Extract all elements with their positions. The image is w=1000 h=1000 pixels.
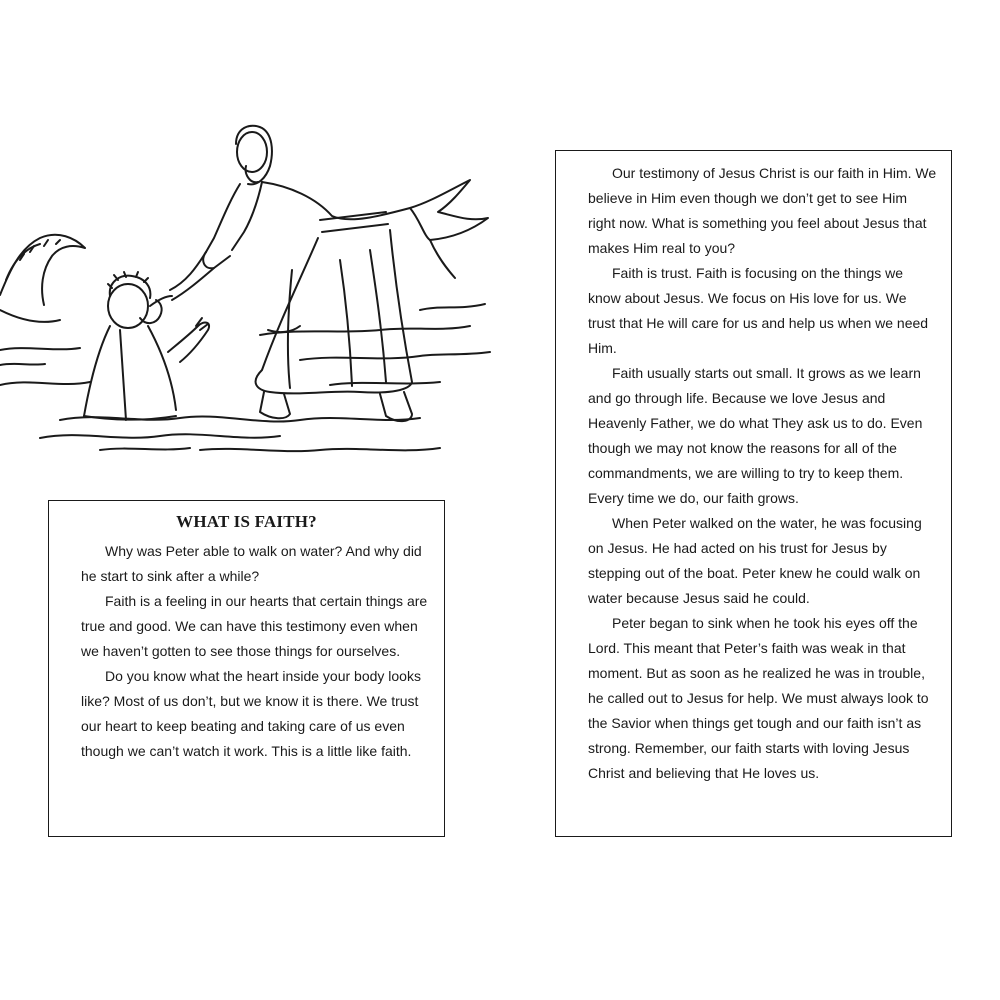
- wave-crest: [0, 235, 90, 385]
- paragraph: Peter began to sink when he took his eyes off the Lord. This meant that Peter’s faith was weak in that moment. But as soon as he realized he was in trouble, he called out to Jesus for help. We must always look to the Savior when things get tough and our faith isn’t as strong. Remember, our faith starts with loving Jesus Christ and believing that He loves us.: [588, 615, 929, 781]
- what-is-faith-box: [48, 500, 445, 837]
- paragraph: Faith is trust. Faith is focusing on the things we know about Jesus. We focus on His love for us. We trust that He will care for us and help us when we need Him.: [588, 265, 929, 356]
- testimony-text-box: [555, 150, 952, 837]
- paragraph: Do you know what the heart inside your body looks like? Most of us don’t, but we know it is there. We trust our heart to keep beating and taking care of us even though we can’t watch it work. This is a little like faith.: [81, 668, 421, 759]
- paragraph: Why was Peter able to walk on water? And why did he start to sink after a while?: [81, 543, 422, 584]
- paragraph: Faith usually starts out small. It grows as we learn and go through life. Because we love Jesus and Heavenly Father, we do what They ask us to do. Even though we may not know the reasons for all of the commandments, we are willing to try to keep them. Every time we do, our faith grows.: [588, 365, 923, 506]
- paragraph: Faith is a feeling in our hearts that certain things are true and good. We can have this testimony even when we haven’t gotten to see those things for ourselves.: [81, 593, 428, 659]
- water-lines: [40, 304, 490, 451]
- section-heading: WHAT IS FAITH?: [176, 512, 317, 531]
- jesus-saves-peter-illustration: [0, 120, 500, 465]
- paragraph: Our testimony of Jesus Christ is our faith in Him. We believe in Him even though we don’t get to see Him right now. What is something you feel about Jesus that makes Him real to you?: [588, 165, 937, 256]
- peter-figure: [84, 252, 214, 420]
- paragraph: When Peter walked on the water, he was focusing on Jesus. He had acted on his trust for Jesus by stepping out of the boat. Peter knew he could walk on water because Jesus said he could.: [588, 515, 922, 606]
- jesus-figure: [203, 126, 488, 421]
